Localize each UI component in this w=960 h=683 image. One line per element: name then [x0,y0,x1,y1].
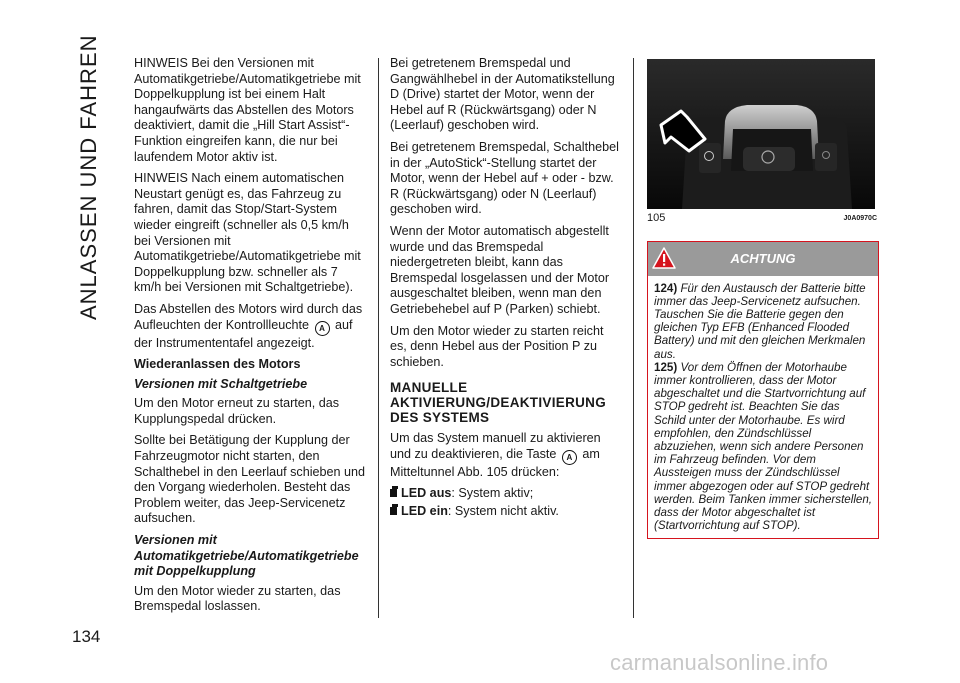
paragraph-restart-p: Um den Motor wieder zu starten reicht es, denn Hebel aus der Position P zu schieben. [390,323,604,369]
figure-code: J0A0970C [843,215,877,222]
figure-photo [647,59,875,209]
watermark: carmanualsonline.info [610,650,829,675]
text-column-2 [390,56,622,522]
subheading-restart: Wiederanlassen des Motors [134,357,301,372]
figure-number: 105 [647,212,666,224]
chapter-title: ANLASSEN UND FAHREN [76,34,101,320]
list-item: LED aus: System aktiv; [390,486,622,502]
warning-item: 125) Vor dem Öffnen der Motorhaube immer kontrollieren, dass der Motor abgeschaltet und die Startvorrichtung auf STOP gedreht ist. Beachten Sie das Schild unter der Motorhaube. Es wird empfohlen, den Zündschlüssel abzuziehen, wenn sich andere Personen im Fahrzeug befinden. Vor dem Aussteigen muss der Zündschlüssel immer abgezogen oder auf STOP gedreht werden. Beim Tanken immer sicherstellen, dass der Motor abgeschaltet ist (Startvorrichtung auf STOP). [654,360,873,533]
warning-header [648,242,878,276]
paragraph-manual-toggle: Um das System manuell zu aktivieren und zu deaktivieren, die Taste A am Mitteltunnel Abb. 105 drücken: [390,431,601,479]
note-hill-start: HINWEIS Bei den Versionen mit Automatikgetriebe/Automatikgetriebe mit Doppelkupplung ist bei einem Halt hangaufwärts das Abstellen des Motors deaktiviert, damit die „Hill Start Assist“-Funktion eingreifen kann, die nur bei laufendem Motor aktiv ist. [134,56,361,164]
figure-caption [647,211,877,227]
warning-box [647,241,879,540]
warning-title: ACHTUNG [730,250,796,266]
paragraph-clutch-fail: Sollte bei Betätigung der Kupplung der Fahrzeugmotor nicht starten, den Schalthebel in den Leerlauf schieben und den Vorgang wiederholen. Besteht das Problem weiter, das Jeep-Servicenetz aufsuchen. [134,433,366,526]
warning-body [648,276,878,539]
bullet-icon [390,489,397,497]
note-restart: HINWEIS Nach einem automatischen Neustart genügt es, das Fahrzeug zu fahren, damit das Stop/Start-System wieder eingreift (schneller als 0,5 km/h bei Versionen mit Automatikgetriebe/Automatikgetriebe mit Doppelkupplung bzw. schneller als 7 km/h bei Versionen mit Schaltgetriebe). [134,171,361,295]
auto-stop-icon: A [562,450,577,465]
paragraph-autostick: Bei getretenem Bremspedal, Schalthebel in der „AutoStick“-Stellung startet der Motor, wenn der Hebel auf + oder - bzw. R (Rückwärtsgang) oder N (Leerlauf) geschoben wird. [390,139,619,217]
list-item: LED ein: System nicht aktiv. [390,504,622,520]
paragraph-park: Wenn der Motor automatisch abgestellt wurde und das Bremspedal niedergetreten bleibt, kann das Bremspedal losgelassen und der Motor ausgeschaltet bleiben, wenn man den Getriebehebel auf P (Parken) schiebt. [390,223,610,316]
column-divider [378,58,379,618]
subheading-automatic: Versionen mit Automatikgetriebe/Automatikgetriebe mit Doppelkupplung [134,533,359,579]
console-photo [647,59,875,209]
bullet-icon [390,507,397,515]
warning-triangle-icon [651,246,677,270]
column-divider [633,58,634,618]
section-heading: MANUELLE AKTIVIERUNG/DEAKTIVIERUNG DES SYSTEMS [390,380,607,426]
page-number: 134 [72,627,101,646]
subheading-manual: Versionen mit Schaltgetriebe [134,376,308,391]
paragraph-clutch: Um den Motor erneut zu starten, das Kupplungspedal drücken. [134,396,340,426]
text-column-1 [134,56,366,621]
auto-stop-icon: A [315,321,330,336]
warning-item: 124) Für den Austausch der Batterie bitte immer das Jeep-Servicenetz aufsuchen. Tauschen Sie die Batterie gegen den gleichen Typ EFB (Enhanced Flooded Battery) und mit den gleichen Merkmalen aus. [654,281,866,361]
text-column-3 [647,56,877,539]
paragraph-drive: Bei getretenem Bremspedal und Gangwählhebel in der Automatikstellung D (Drive) startet der Motor, wenn der Hebel auf R (Rückwärtsgang) oder N (Leerlauf) geschoben wird. [390,56,615,133]
paragraph-brake-release: Um den Motor wieder zu starten, das Bremspedal loslassen. [134,583,341,614]
paragraph-warning-light: Das Abstellen des Motors wird durch das Aufleuchten der Kontrollleuchte A auf der Instrumententafel angezeigt. [134,301,363,350]
